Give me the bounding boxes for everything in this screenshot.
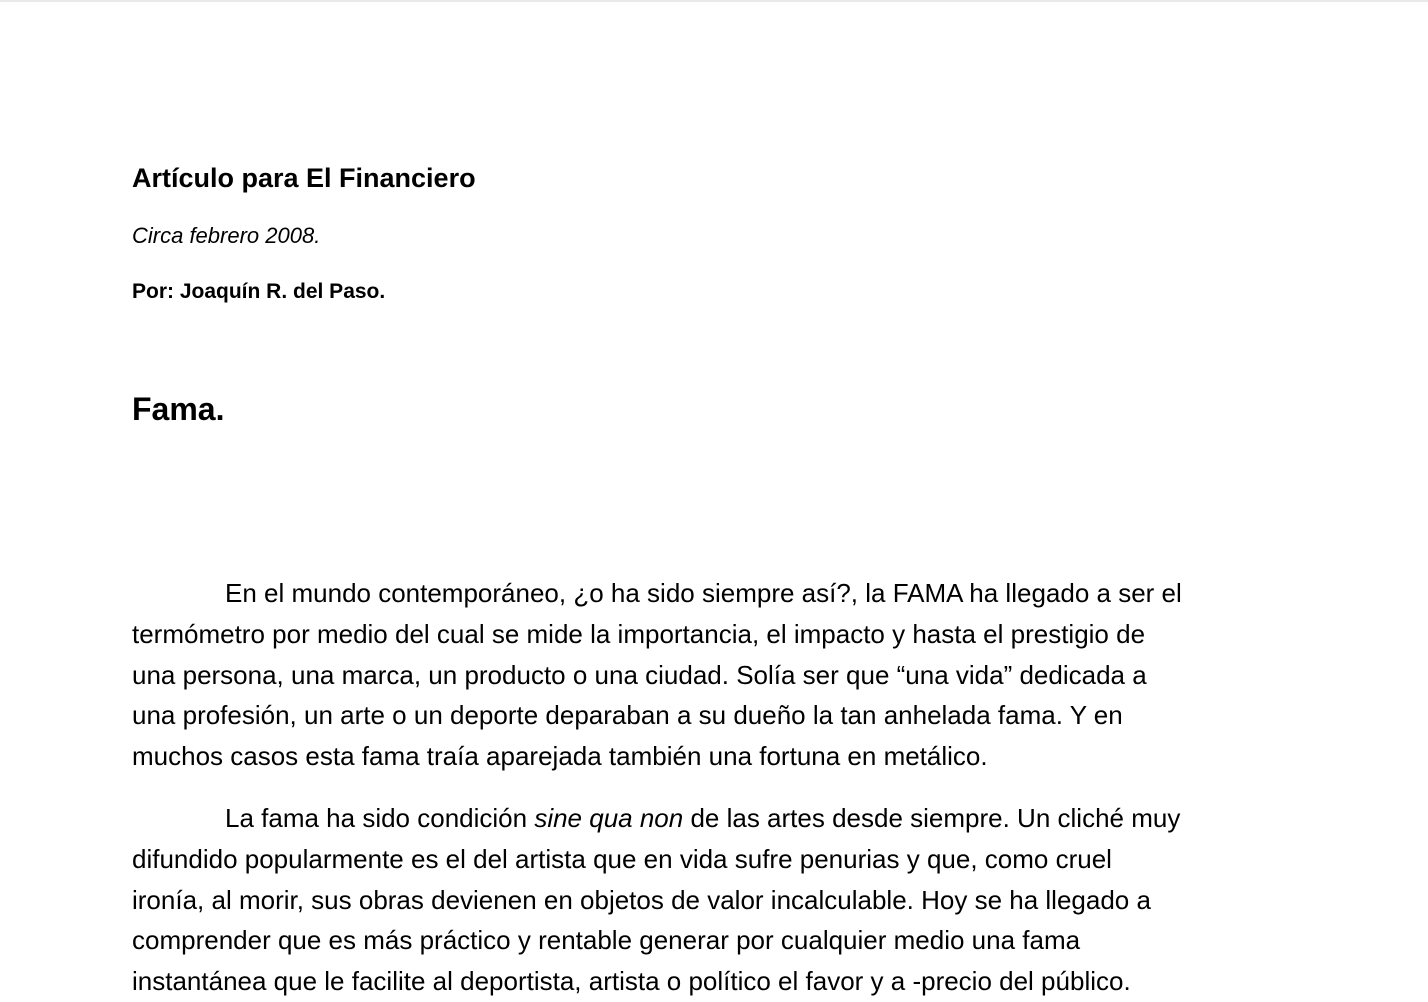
article-date: Circa febrero 2008.: [132, 223, 321, 248]
paragraph-line: una persona, una marca, un producto o una ciudad. Solía ser que “una vida” dedicada a: [132, 659, 1147, 690]
body-paragraph: [132, 798, 1272, 1002]
article-byline: Por: Joaquín R. del Paso.: [132, 280, 386, 303]
paragraph-text: de las artes desde siempre. Un cliché muy: [683, 803, 1181, 833]
latin-phrase: sine qua non: [534, 803, 684, 833]
body-paragraph: [132, 573, 1272, 777]
article-title: Fama.: [132, 391, 225, 427]
paragraph-line: muchos casos esta fama traía aparejada también una fortuna en metálico.: [132, 741, 988, 772]
paragraph-text: La fama ha sido condición: [225, 803, 535, 833]
paragraph-line: [132, 798, 1272, 839]
paragraph-line: En el mundo contemporáneo, ¿o ha sido siempre así?, la FAMA ha llegado a ser el: [225, 578, 1182, 608]
paragraph-line: difundido popularmente es el del artista que en vida sufre penurias y que, como cruel: [132, 843, 1112, 874]
paragraph-line: ironía, al morir, sus obras devienen en objetos de valor incalculable. Hoy se ha llegado a: [132, 884, 1151, 915]
paragraph-line: comprender que es más práctico y rentable generar por cualquier medio una fama: [132, 925, 1081, 956]
paragraph-line: instantánea que le facilite al deportista, artista o político el favor y a -precio del público.: [132, 966, 1131, 997]
paragraph-line: termómetro por medio del cual se mide la importancia, el impacto y hasta el prestigio de: [132, 618, 1146, 649]
article-heading: Artículo para El Financiero: [132, 163, 476, 193]
paragraph-line: una profesión, un arte o un deporte deparaban a su dueño la tan anhelada fama. Y en: [132, 700, 1123, 731]
